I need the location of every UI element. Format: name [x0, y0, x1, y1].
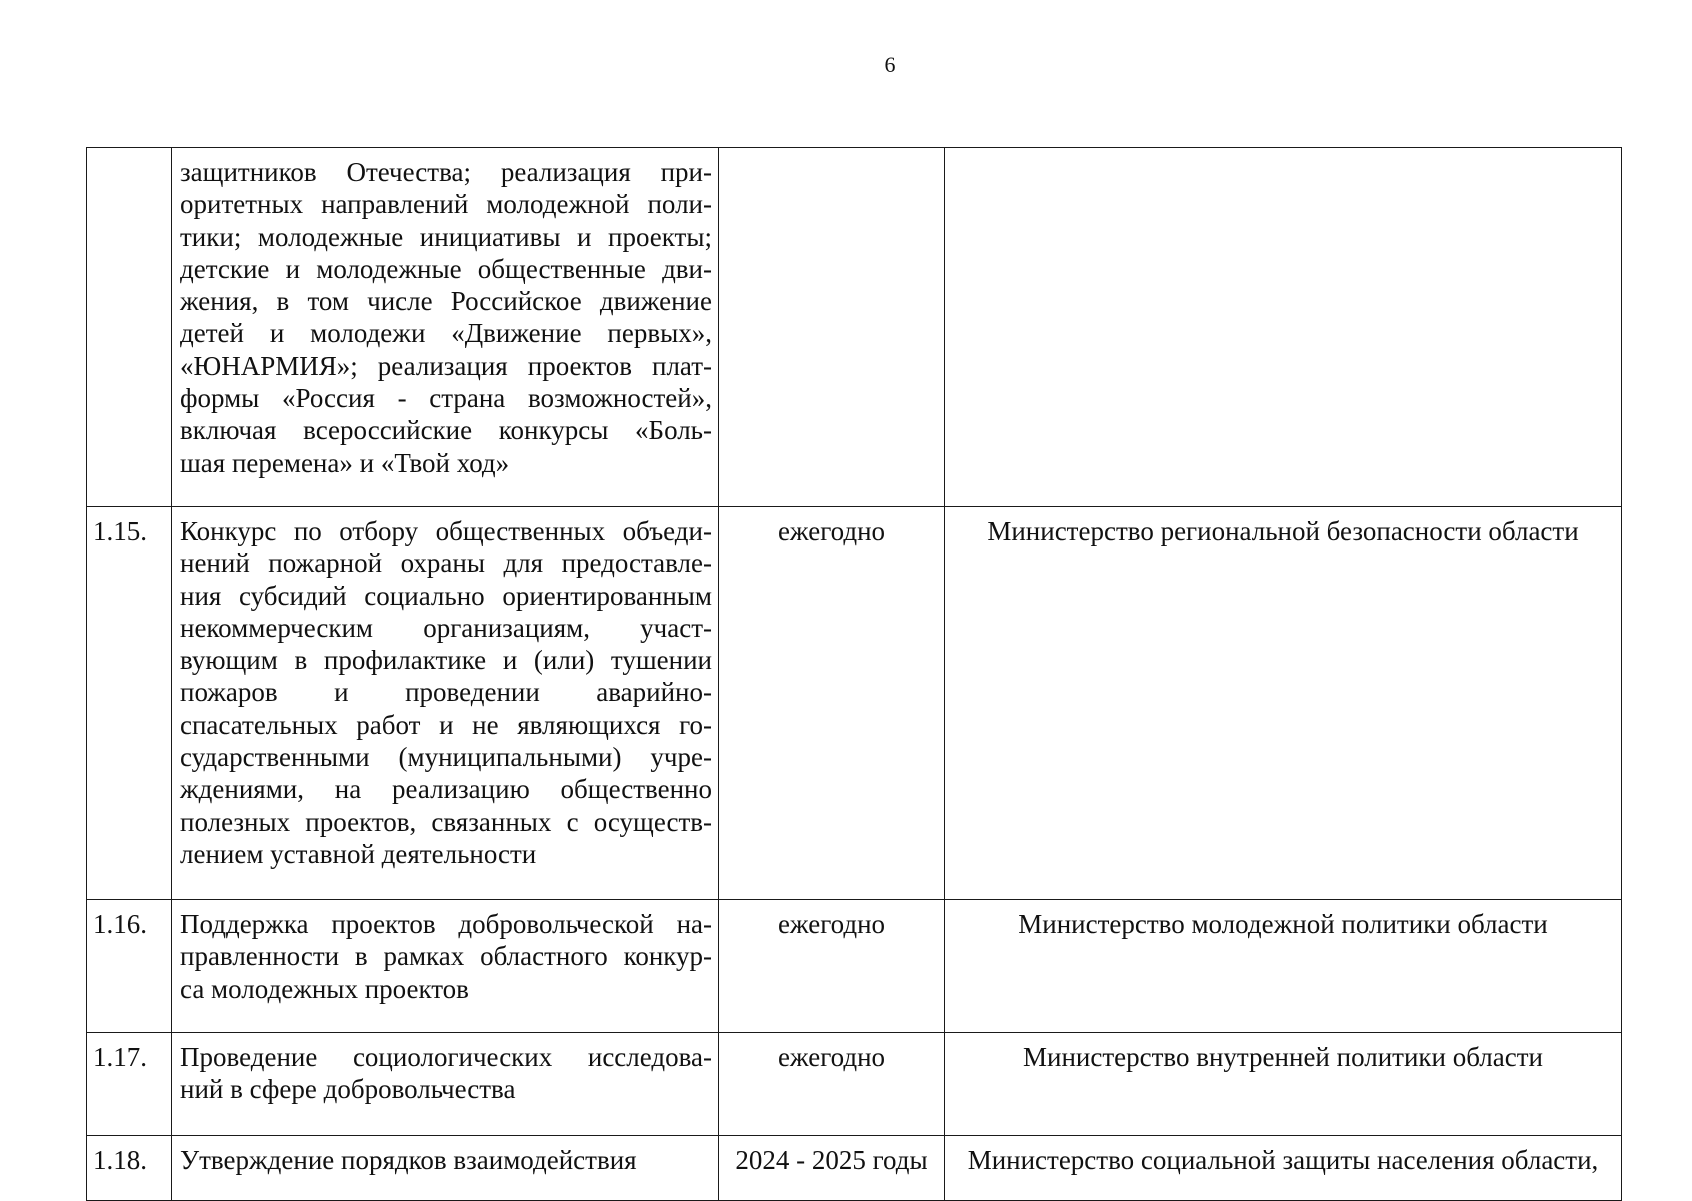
description-line: детские и молодежные общественные дви-	[180, 253, 712, 284]
description-line: Поддержка проектов добровольческой на-	[180, 909, 712, 939]
description-line: формы «Россия - страна возможностей»,	[180, 383, 712, 414]
responsible-executor: Министерство внутренней политики области	[945, 1033, 1622, 1136]
responsible-executor: Министерство региональной безопасности области	[945, 507, 1622, 900]
description-line: детей и молодежи «Движение первых»,	[180, 318, 712, 349]
description-line: некоммерческим организациям, участ-	[180, 612, 712, 643]
description-line: спасательных работ и не являющихся го-	[180, 709, 712, 740]
execution-term: ежегодно	[719, 507, 945, 900]
activity-description	[172, 507, 719, 900]
description-line: включая всероссийские конкурсы «Боль-	[180, 415, 712, 446]
item-number: 1.18.	[87, 1136, 172, 1201]
table-row	[87, 148, 1622, 507]
item-number: 1.15.	[87, 507, 172, 900]
description-line: жения, в том числе Российское движение	[180, 286, 712, 317]
responsible-executor: Министерство социальной защиты населения области,	[945, 1136, 1622, 1201]
activity-description	[172, 900, 719, 1033]
description-line: нений пожарной охраны для предоставле-	[180, 548, 712, 579]
responsible-executor	[945, 148, 1622, 507]
execution-term: ежегодно	[719, 1033, 945, 1136]
item-number	[87, 148, 172, 507]
description-line: ний в сфере добровольчества	[180, 1074, 516, 1105]
description-line: Конкурс по отбору общественных объеди-	[180, 516, 712, 546]
execution-term: ежегодно	[719, 900, 945, 1033]
description-line: лением уставной деятельности	[180, 838, 537, 869]
description-line: ждениями, на реализацию общественно	[180, 774, 712, 805]
table-row	[87, 1033, 1622, 1136]
description-line: Проведение социологических исследова-	[180, 1042, 712, 1072]
activities-table	[86, 147, 1622, 1201]
table-row	[87, 1136, 1622, 1201]
description-line: са молодежных проектов	[180, 973, 469, 1004]
description-line: оритетных направлений молодежной поли-	[180, 189, 712, 220]
description-line: шая перемена» и «Твой ход»	[180, 447, 510, 478]
table-row	[87, 900, 1622, 1033]
description-line: тики; молодежные инициативы и проекты;	[180, 221, 712, 252]
execution-term: 2024 - 2025 годы	[719, 1136, 945, 1201]
description-line: вующим в профилактике и (или) тушении	[180, 645, 712, 676]
item-number: 1.16.	[87, 900, 172, 1033]
description-line: защитников Отечества; реализация при-	[180, 157, 712, 187]
table-row	[87, 507, 1622, 900]
item-number: 1.17.	[87, 1033, 172, 1136]
execution-term	[719, 148, 945, 507]
responsible-executor: Министерство молодежной политики области	[945, 900, 1622, 1033]
activity-description	[172, 1033, 719, 1136]
description-line: Утверждение порядков взаимодействия	[180, 1145, 637, 1175]
description-line: сударственными (муниципальными) учре-	[180, 742, 712, 773]
page-number: 6	[884, 52, 896, 77]
description-line: пожаров и проведении аварийно-	[180, 677, 712, 708]
activity-description	[172, 1136, 719, 1201]
description-line: «ЮНАРМИЯ»; реализация проектов плат-	[180, 350, 712, 381]
table-body	[87, 148, 1622, 1201]
description-line: правленности в рамках областного конкур-	[180, 941, 712, 972]
description-line: ния субсидий социально ориентированным	[180, 580, 712, 611]
activity-description	[172, 148, 719, 507]
description-line: полезных проектов, связанных с осуществ-	[180, 806, 712, 837]
